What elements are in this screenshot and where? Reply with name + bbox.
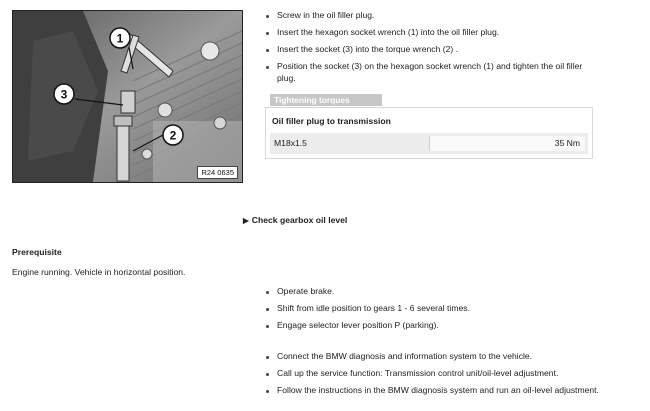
check-oil-level-link[interactable] xyxy=(243,215,347,225)
step-item: Operate brake. xyxy=(265,286,600,298)
step-item: Call up the service function: Transmission control unit/oil-level adjustment. xyxy=(265,368,600,380)
torque-value: 35 Nm xyxy=(554,138,580,148)
diagnosis-steps-list xyxy=(265,351,600,402)
figure-code: R24 0635 xyxy=(197,166,238,179)
callout-1: 1 xyxy=(116,31,124,46)
callout-3: 3 xyxy=(60,87,68,102)
step-item: Shift from idle position to gears 1 - 6 several times. xyxy=(265,303,600,315)
torques-table xyxy=(265,107,593,159)
torque-spec: M18x1.5 xyxy=(274,138,307,148)
torque-value-cell xyxy=(429,136,585,151)
step-item: Position the socket (3) on the hexagon socket wrench (1) and tighten the oil filler plug. xyxy=(265,61,600,84)
photo-illustration xyxy=(13,11,242,182)
prerequisite-text: Engine running. Vehicle in horizontal position. xyxy=(12,267,186,277)
step-item: Screw in the oil filler plug. xyxy=(265,10,600,22)
install-steps-list xyxy=(265,10,600,90)
callout-2: 2 xyxy=(169,128,177,143)
section-title: Check gearbox oil level xyxy=(251,215,348,225)
step-item: Insert the hexagon socket wrench (1) into the oil filler plug. xyxy=(265,27,600,39)
expand-triangle-icon: ▶ xyxy=(243,216,249,225)
step-item: Connect the BMW diagnosis and information system to the vehicle. xyxy=(265,351,600,363)
preparation-steps-list xyxy=(265,286,600,337)
torques-header: Tightening torques xyxy=(270,94,382,106)
step-item: Engage selector lever position P (parking). xyxy=(265,320,600,332)
torques-title: Oil filler plug to transmission xyxy=(272,116,391,126)
step-item: Insert the socket (3) into the torque wrench (2) . xyxy=(265,44,600,56)
prerequisite-title: Prerequisite xyxy=(12,247,62,257)
step-item: Follow the instructions in the BMW diagnosis system and run an oil-level adjustment. xyxy=(265,385,600,397)
torques-row xyxy=(270,133,588,154)
procedure-photo xyxy=(12,10,243,183)
